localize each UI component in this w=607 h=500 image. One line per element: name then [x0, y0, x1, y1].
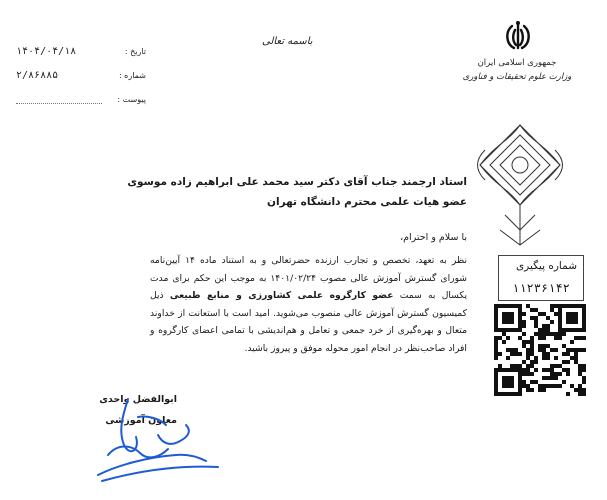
addressee-name: استاد ارجمند جناب آقای دکتر سید محمد علی ابراهیم زاده موسوی: [127, 176, 467, 188]
date-row: [16, 46, 146, 60]
signer-title: معاون آموزشی: [105, 415, 177, 426]
body-part-2: ذیل کمیسیون گسترش آموزش عالی منصوب می‌شوید. امید است با استعانت از خداوند متعال و بهره‌گیری از خرد جمعی و تعامل و هم‌اندیشی با تمامی اعضای کارگروه و افراد صاحب‌نظر در انجام امور محوله موفق و پیروز باشید.: [150, 290, 467, 354]
greeting: با سلام و احترام،: [400, 232, 467, 243]
attachment-label: پیوست :: [117, 95, 146, 104]
number-row: [16, 70, 146, 84]
qr-code-icon: [494, 304, 586, 396]
ministry-name: [462, 56, 572, 84]
attachment-dotted-line: [16, 103, 102, 104]
decorative-ornament-icon: [470, 120, 570, 250]
tracking-label: شماره پیگیری: [515, 260, 577, 272]
ministry-line-1: جمهوری اسلامی ایران: [477, 58, 557, 68]
addressee-position: عضو هیات علمی محترم دانشگاه تهران: [267, 196, 467, 208]
date-value: ۱۴۰۴/۰۴/۱۸: [16, 46, 77, 57]
handwritten-signature-icon: [88, 395, 228, 485]
number-label: شماره :: [118, 71, 146, 80]
body-bold-role: عضو کارگروه علمی کشاورزی و منابع طبیعی: [169, 290, 394, 301]
letter-body: [150, 252, 467, 357]
signer-name: ابوالفضل واحدی: [99, 394, 177, 405]
body-part-1: نظر به تعهد، تخصص و تجارب ارزنده حضرتعالی و به استناد ماده ۱۴ آیین‌نامه شورای گسترش آموزش عالی مصوب ۱۴۰۱/۰۲/۲۴ به موجب این حکم برای مدت یکسال به سمت: [150, 255, 468, 301]
attachment-row: [16, 94, 146, 108]
date-label: تاریخ :: [124, 47, 146, 56]
iran-emblem-icon: [500, 18, 536, 54]
tracking-number: ۱۱۲۳۶۱۴۲: [512, 281, 570, 295]
tracking-box: [498, 255, 584, 301]
number-value: ۲/۸۶۸۸۵: [16, 70, 59, 81]
ministry-line-2: وزارت علوم تحقیقات و فناوری: [462, 72, 572, 82]
bismillah-heading: باسمه تعالی: [262, 36, 313, 47]
